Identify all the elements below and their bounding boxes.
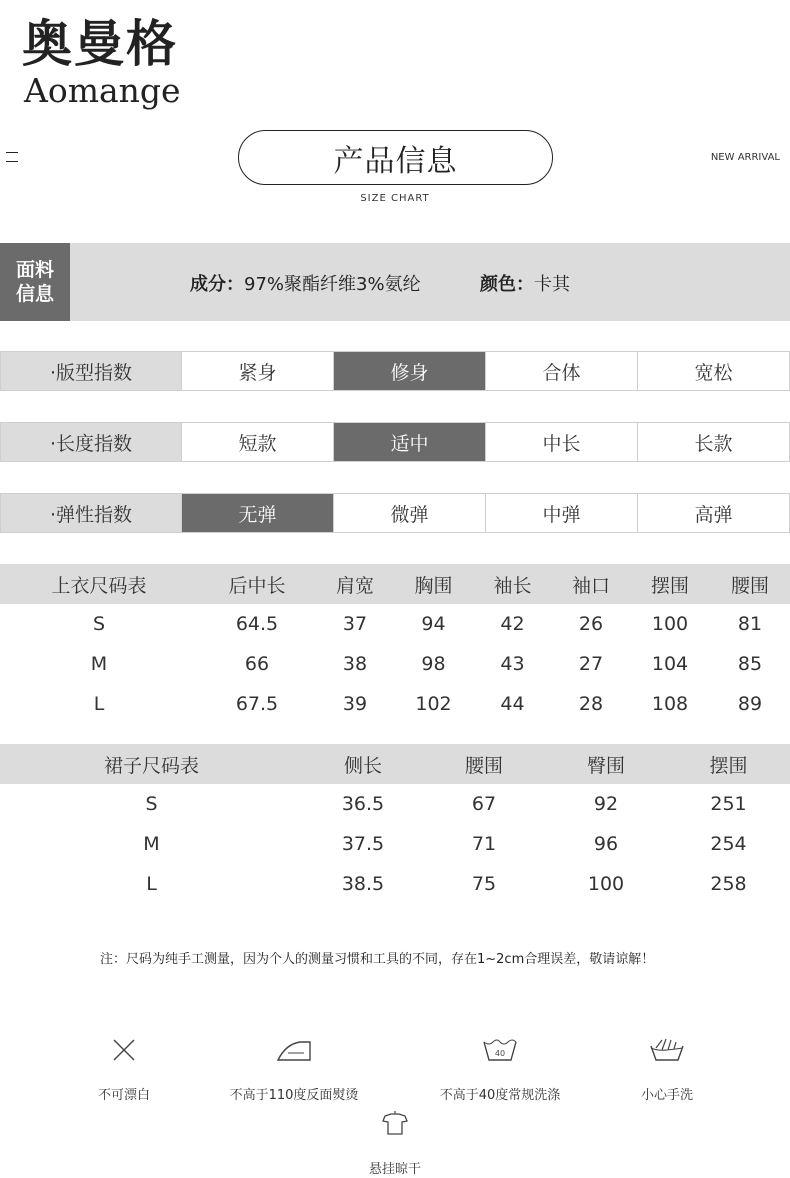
care-item-wash-40 bbox=[420, 1036, 580, 1103]
page-title-text: 产品信息 bbox=[333, 143, 458, 179]
fit-option: 紧身 bbox=[182, 351, 334, 391]
table-header-row bbox=[0, 564, 790, 604]
table-row bbox=[0, 604, 790, 644]
wash-40-icon bbox=[481, 1036, 519, 1064]
measurement-note: 注：尺码为纯手工测量，因为个人的测量习惯和工具的不同，存在1~2cm合理误差，敬请谅解！ bbox=[100, 952, 655, 967]
composition bbox=[190, 270, 421, 296]
table-cell: 28 bbox=[578, 693, 604, 715]
table-row bbox=[0, 644, 790, 684]
care-item-no-bleach bbox=[44, 1036, 204, 1103]
fit-option: 宽松 bbox=[638, 351, 790, 391]
page-subtitle: SIZE CHART bbox=[360, 193, 430, 204]
table-header-cell: 袖口 bbox=[571, 574, 610, 597]
table-header-cell: 臀围 bbox=[586, 754, 625, 777]
skirt-size-table bbox=[0, 744, 790, 904]
color-label: 颜色： bbox=[480, 274, 534, 295]
wash-temperature-text: 40 bbox=[494, 1049, 506, 1058]
table-header-cell: 袖长 bbox=[493, 574, 532, 597]
table-cell: 96 bbox=[593, 833, 619, 855]
fit-option: 修身 bbox=[334, 351, 486, 391]
table-cell: L bbox=[93, 693, 105, 715]
page-title bbox=[238, 130, 553, 185]
care-label: 悬挂晾干 bbox=[368, 1162, 421, 1177]
length-option: 长款 bbox=[638, 422, 790, 462]
table-cell: 94 bbox=[421, 613, 446, 635]
table-cell: 26 bbox=[578, 613, 604, 635]
table-header-cell: 腰围 bbox=[464, 754, 503, 777]
color bbox=[480, 270, 570, 296]
table-header-cell: 裙子尺码表 bbox=[103, 754, 199, 777]
fabric-label-line2: 信息 bbox=[15, 283, 54, 305]
table-cell: S bbox=[92, 613, 106, 635]
elasticity-option: 高弹 bbox=[638, 493, 790, 533]
table-cell: L bbox=[146, 873, 157, 895]
table-cell: 37 bbox=[342, 613, 368, 635]
length-option: 中长 bbox=[486, 422, 638, 462]
table-cell: M bbox=[143, 833, 160, 855]
elasticity-option: 中弹 bbox=[486, 493, 638, 533]
elasticity-index-label: ·弹性指数 bbox=[0, 493, 182, 533]
care-item-hang-dry bbox=[315, 1110, 475, 1177]
table-cell: 81 bbox=[737, 613, 763, 635]
table-header-row bbox=[0, 744, 790, 784]
table-cell: 100 bbox=[651, 613, 689, 635]
table-cell: 39 bbox=[342, 693, 368, 715]
table-cell: S bbox=[145, 793, 158, 815]
table-cell: 89 bbox=[737, 693, 763, 715]
table-header-cell: 摆围 bbox=[650, 574, 689, 597]
menu-icon bbox=[6, 152, 18, 162]
table-cell: 67 bbox=[471, 793, 497, 815]
fit-option: 合体 bbox=[486, 351, 638, 391]
length-option: 短款 bbox=[182, 422, 334, 462]
table-header-cell: 胸围 bbox=[414, 574, 453, 597]
table-cell: 104 bbox=[651, 653, 689, 675]
table-row bbox=[0, 784, 790, 824]
table-cell: 66 bbox=[244, 653, 270, 675]
table-cell: 27 bbox=[578, 653, 604, 675]
table-cell: 92 bbox=[593, 793, 619, 815]
table-row bbox=[0, 864, 790, 904]
table-cell: 38.5 bbox=[341, 873, 385, 895]
table-cell: 37.5 bbox=[341, 833, 385, 855]
length-option: 适中 bbox=[334, 422, 486, 462]
table-header-cell: 上衣尺码表 bbox=[51, 574, 147, 597]
table-cell: 44 bbox=[500, 693, 525, 715]
table-cell: 254 bbox=[710, 833, 747, 855]
table-cell: 258 bbox=[710, 873, 747, 895]
table-cell: 67.5 bbox=[235, 693, 279, 715]
top-size-table bbox=[0, 564, 790, 724]
elasticity-option: 无弹 bbox=[182, 493, 334, 533]
table-header-cell: 摆围 bbox=[709, 754, 748, 777]
fit-index-label: ·版型指数 bbox=[0, 351, 182, 391]
care-item-hand-wash bbox=[587, 1036, 747, 1103]
table-cell: 108 bbox=[651, 693, 689, 715]
table-row bbox=[0, 684, 790, 724]
table-header-cell: 腰围 bbox=[730, 574, 769, 597]
iron-icon bbox=[274, 1036, 314, 1064]
composition-label: 成分： bbox=[190, 274, 244, 295]
brand-logo-chinese: 奥曼格 bbox=[22, 14, 178, 73]
care-label: 不高于110度反面熨烫 bbox=[229, 1088, 359, 1103]
elasticity-index-row bbox=[0, 493, 790, 533]
table-cell: 42 bbox=[500, 613, 525, 635]
table-cell: 98 bbox=[421, 653, 446, 675]
table-cell: 75 bbox=[471, 873, 497, 895]
care-item-iron bbox=[214, 1036, 374, 1103]
table-cell: 38 bbox=[342, 653, 368, 675]
table-header-cell: 侧长 bbox=[343, 754, 382, 777]
table-cell: 100 bbox=[587, 873, 625, 895]
composition-value: 97%聚酯纤维3%氨纶 bbox=[244, 274, 421, 295]
care-label: 不高于40度常规洗涤 bbox=[439, 1088, 561, 1103]
table-cell: 64.5 bbox=[235, 613, 279, 635]
hand-wash-icon bbox=[648, 1036, 686, 1064]
length-index-label: ·长度指数 bbox=[0, 422, 182, 462]
table-cell: 85 bbox=[737, 653, 763, 675]
table-cell: 102 bbox=[415, 693, 452, 715]
new-arrival-label: NEW ARRIVAL bbox=[710, 152, 780, 163]
color-value: 卡其 bbox=[534, 274, 570, 295]
table-cell: 36.5 bbox=[341, 793, 385, 815]
fabric-info-label bbox=[0, 243, 70, 321]
table-cell: 251 bbox=[710, 793, 747, 815]
brand-logo-english: Aomange bbox=[24, 71, 181, 110]
care-label: 小心手洗 bbox=[640, 1088, 693, 1103]
table-row bbox=[0, 824, 790, 864]
care-label: 不可漂白 bbox=[97, 1088, 150, 1103]
elasticity-option: 微弹 bbox=[334, 493, 486, 533]
no-bleach-icon bbox=[110, 1036, 138, 1064]
table-cell: 43 bbox=[500, 653, 525, 675]
table-cell: M bbox=[90, 653, 108, 675]
length-index-row bbox=[0, 422, 790, 462]
table-header-cell: 后中长 bbox=[228, 574, 286, 597]
table-header-cell: 肩宽 bbox=[335, 574, 374, 597]
hang-dry-icon bbox=[381, 1110, 409, 1136]
fabric-label-line1: 面料 bbox=[15, 259, 54, 281]
fit-index-row bbox=[0, 351, 790, 391]
table-cell: 71 bbox=[471, 833, 497, 855]
